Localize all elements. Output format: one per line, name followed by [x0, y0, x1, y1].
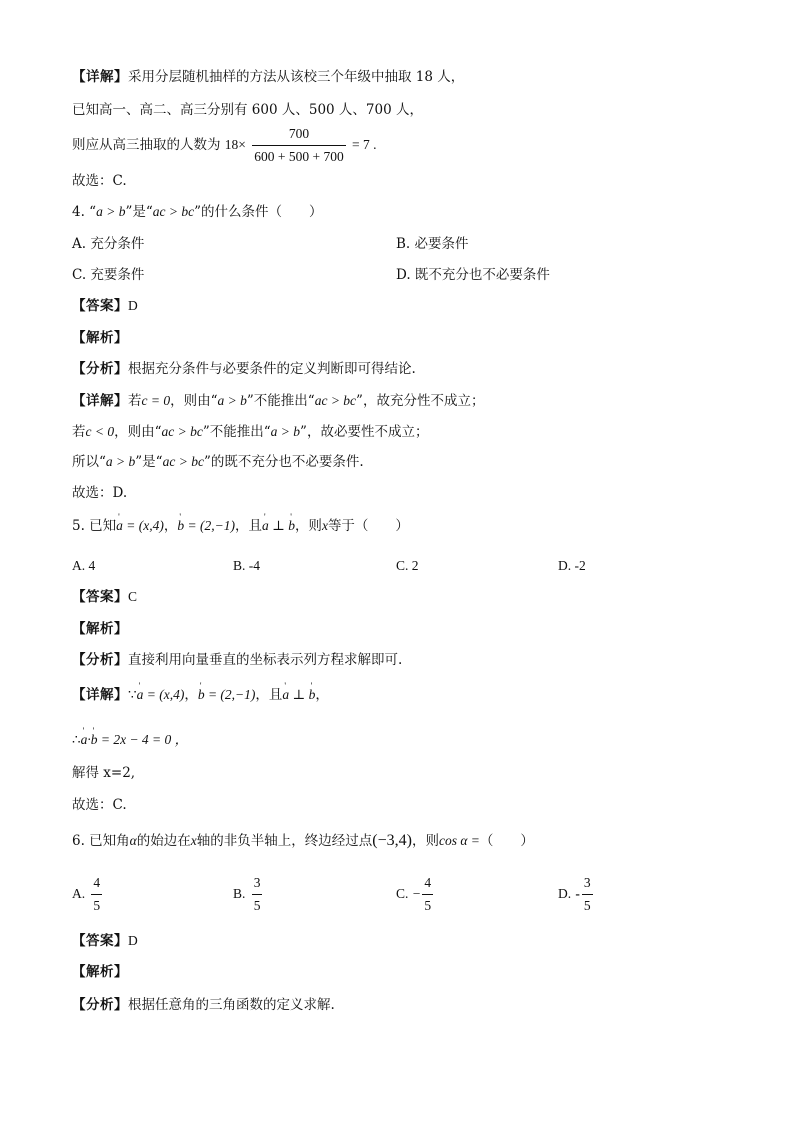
q6-option-c: C. − $\frac{4}{5}$ — [396, 875, 432, 913]
q4-option-a: A. 充分条件 — [72, 236, 145, 252]
q4-choice: 故选：D. — [72, 485, 128, 501]
q4-detail-line-2: 若c < 0，则由“ac > bc”不能推出“a > b”，故必要性不成立； — [72, 424, 429, 440]
q3-detail-line-2: 已知高一、高二、高三分别有 600 人、500 人、700 人， — [72, 102, 423, 118]
q5-option-d: D. -2 — [558, 558, 586, 573]
q5-option-a: A. 4 — [72, 558, 96, 573]
q4-detail-line-1: 【详解】若c = 0，则由“a > b”不能推出“ac > bc”，故充分性不成立； — [72, 393, 485, 409]
q5-answer: 【答案】C — [72, 589, 138, 605]
q6-jiexi: 【解析】 — [72, 964, 128, 980]
q4-jiexi: 【解析】 — [72, 330, 128, 346]
q5-choice: 故选：C. — [72, 797, 127, 813]
q4-answer: 【答案】D — [72, 298, 138, 314]
q5-option-b: B. -4 — [233, 558, 260, 573]
q6-stem: 6. 已知角α的始边在x轴的非负半轴上，终边经过点(−3,4)，则cos α =（ ） — [72, 832, 534, 849]
q5-detail-line-1: 【详解】∵' a = (x,4)，' b = (2,−1)，且' a ⊥ ' b， — [72, 686, 329, 704]
q4-detail-line-3: 所以“a > b”是“ac > bc”的既不充分也不必要条件. — [72, 454, 364, 470]
vector-b: ' b — [177, 517, 184, 535]
q5-detail-line-3: 解得 x=2, — [72, 765, 136, 781]
detail-tag: 【详解】 — [72, 69, 128, 85]
vector-a: ' a — [116, 517, 123, 535]
q6-option-b: B. $\frac{3}{5}$ — [233, 875, 261, 913]
q6-option-d: D. - $\frac{3}{5}$ — [558, 875, 591, 913]
q3-detail-line-3: 则应从高三抽取的人数为 18× $\frac{700}{600 + 500 + 700}$ = 7 . — [72, 126, 377, 164]
q3-detail-line-1: 【详解】采用分层随机抽样的方法从该校三个年级中抽取 18 人， — [72, 69, 465, 85]
vector-a: ' a — [262, 517, 269, 535]
q4-option-d: D. 既不充分也不必要条件 — [396, 267, 550, 283]
q6-analysis: 【分析】根据任意角的三角函数的定义求解. — [72, 997, 335, 1013]
q4-option-c: C. 充要条件 — [72, 267, 145, 283]
q4-analysis: 【分析】根据充分条件与必要条件的定义判断即可得结论. — [72, 361, 416, 377]
q6-option-a: A. $\frac{4}{5}$ — [72, 875, 101, 913]
q6-answer: 【答案】D — [72, 933, 138, 949]
fraction: $\frac{700}{600 + 500 + 700}$ — [254, 126, 344, 164]
q5-detail-line-2: ∴' a·' b = 2x − 4 = 0 ， — [72, 731, 188, 749]
q5-option-c: C. 2 — [396, 558, 419, 573]
q5-stem: 5. 已知' a = (x,4)，' b = (2,−1)，且' a ⊥ ' b，则x等于（ ） — [72, 517, 409, 535]
vector-b: ' b — [288, 517, 295, 535]
q5-analysis: 【分析】直接利用向量垂直的坐标表示列方程求解即可. — [72, 652, 403, 668]
q3-choice: 故选：C. — [72, 173, 127, 189]
q4-stem: 4. “a > b”是“ac > bc”的什么条件（ ） — [72, 204, 323, 220]
q5-jiexi: 【解析】 — [72, 621, 128, 637]
q4-option-b: B. 必要条件 — [396, 236, 469, 252]
